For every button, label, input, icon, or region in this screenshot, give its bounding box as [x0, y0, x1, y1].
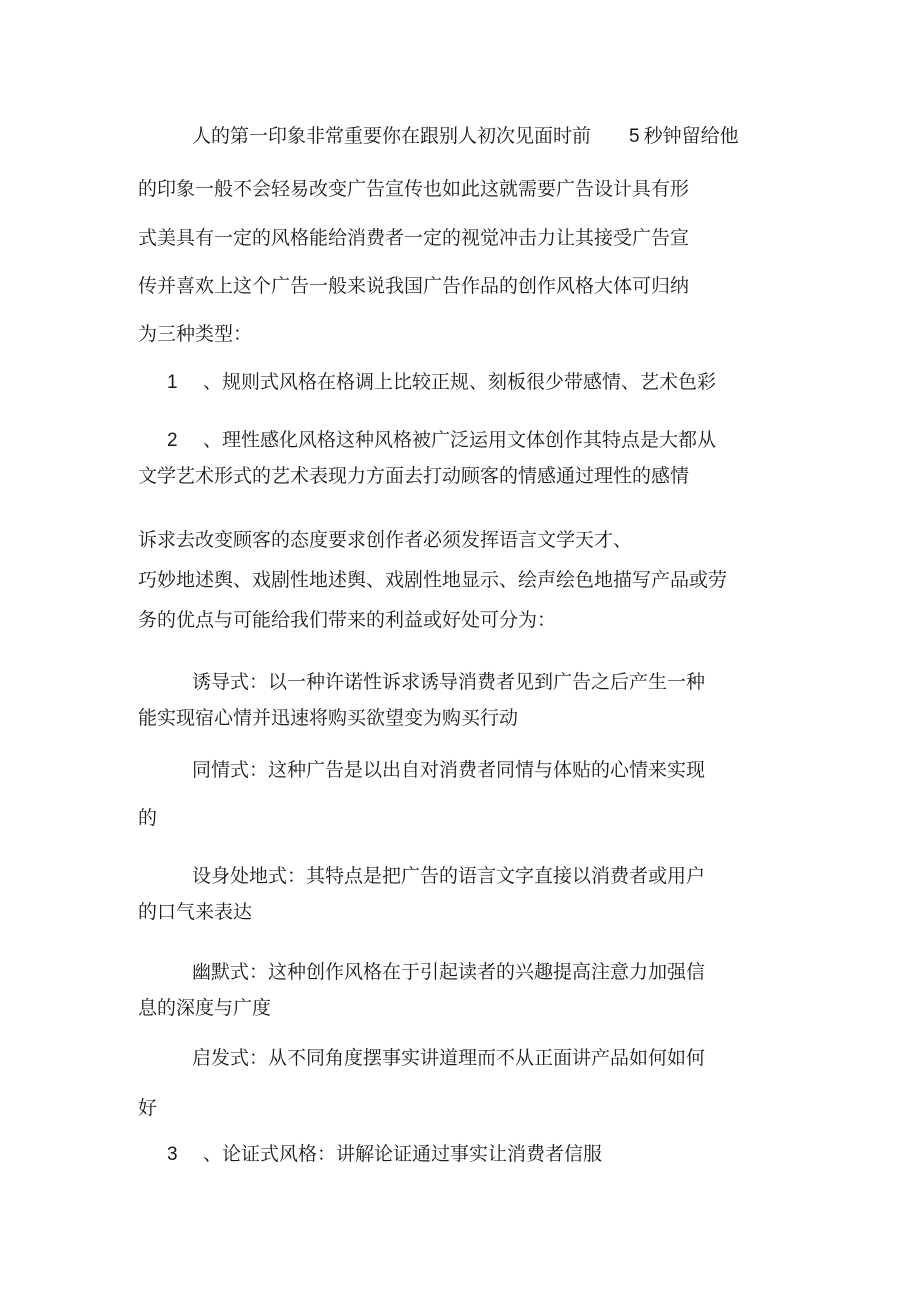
- intro-line-5: 为三种类型：: [138, 323, 253, 345]
- style-sympathy-line-2: 的: [138, 807, 158, 829]
- item-2-line-2: 文学艺术形式的艺术表现力方面去打动顾客的情感通过理性的感情: [138, 465, 690, 487]
- item-2-line-4: 巧妙地述舆、戏剧性地述舆、戏剧性地显示、绘声绘色地描写产品或劳: [138, 569, 728, 591]
- intro-line-1: [192, 124, 739, 149]
- intro-line-2: 的印象一般不会轻易改变广告宣传也如此这就需要广告设计具有形: [138, 178, 690, 200]
- style-empathy-line-2: 的口气来表达: [138, 901, 253, 923]
- style-empathy-line-1: 设身处地式：其特点是把广告的语言文字直接以消费者或用户: [192, 865, 706, 887]
- item-2-line-3: 诉求去改变顾客的态度要求创作者必须发挥语言文学天才、: [138, 529, 633, 551]
- item-2-text: 、理性感化风格这种风格被广泛运用文体创作其特点是大都从: [203, 429, 717, 451]
- style-induce-line-2: 能实现宿心情并迅速将购买欲望变为购买行动: [138, 707, 519, 729]
- item-3-text: 、论证式风格：讲解论证通过事实让消费者信服: [203, 1143, 603, 1165]
- intro-number-5: 5: [629, 126, 640, 147]
- style-sympathy-line-1: 同情式：这种广告是以出自对消费者同情与体贴的心情来实现: [192, 759, 706, 781]
- style-humor-line-2: 息的深度与广度: [138, 997, 272, 1019]
- item-1-number: 1: [167, 372, 178, 393]
- style-induce-line-1: 诱导式：以一种许诺性诉求诱导消费者见到广告之后产生一种: [192, 671, 706, 693]
- intro-line-1-text: 人的第一印象非常重要你在跟别人初次见面时前: [192, 125, 592, 147]
- intro-line-1-tail: 秒钟留给他: [643, 125, 739, 147]
- intro-line-4: 传并喜欢上这个广告一般来说我国广告作品的创作风格大体可归纳: [138, 275, 690, 297]
- item-2-number: 2: [167, 430, 178, 451]
- item-3-number: 3: [167, 1144, 178, 1165]
- style-humor-line-1: 幽默式：这种创作风格在于引起读者的兴趣提高注意力加强信: [192, 961, 706, 983]
- item-2-line-1: [167, 428, 716, 453]
- item-2-line-5: 务的优点与可能给我们带来的利益或好处可分为：: [138, 609, 557, 631]
- style-inspire-line-1: 启发式：从不同角度摆事实讲道理而不从正面讲产品如何如何: [192, 1047, 706, 1069]
- style-inspire-line-2: 好: [138, 1097, 158, 1119]
- intro-line-3: 式美具有一定的风格能给消费者一定的视觉冲击力让其接受广告宣: [138, 227, 690, 249]
- item-3: [167, 1142, 602, 1167]
- item-1: [167, 370, 716, 395]
- item-1-text: 、规则式风格在格调上比较正规、刻板很少带感情、艺术色彩: [203, 371, 717, 393]
